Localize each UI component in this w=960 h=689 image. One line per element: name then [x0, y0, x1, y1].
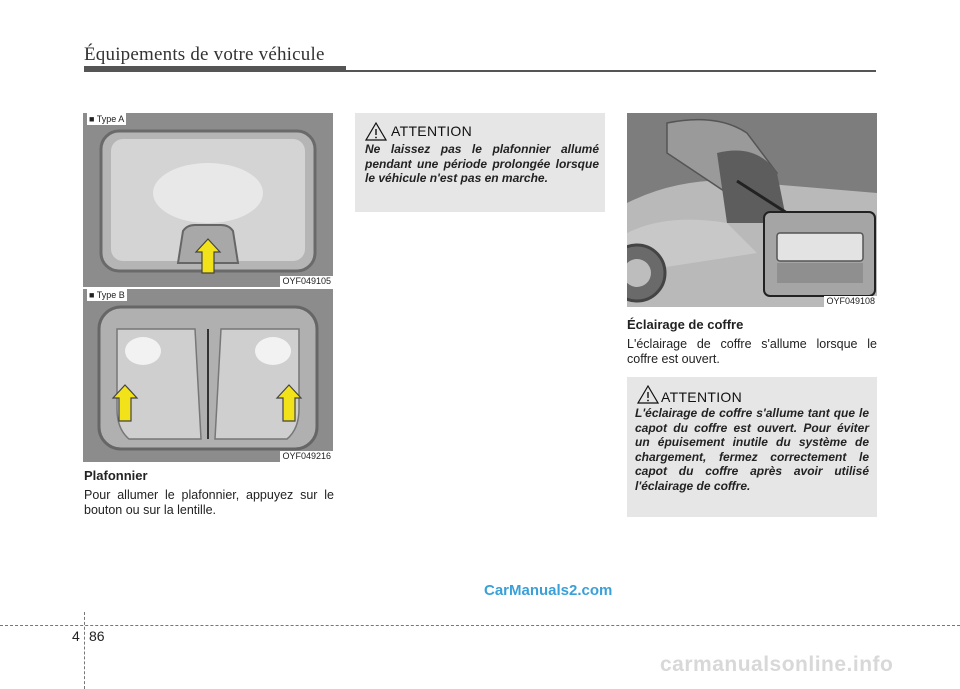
warning-triangle-icon — [637, 384, 659, 404]
attention-text: L'éclairage de coffre s'allume tant que le capot du coffre est ouvert. Pour éviter un épuisement inutile du système de chargement, fermez correctement le capot du coffre après avoir utilisé l'éclairage de coffre. — [635, 406, 869, 493]
footer-section-number: 4 — [72, 628, 80, 644]
warning-triangle-icon — [365, 121, 387, 141]
attention-text: Ne laissez pas le plafonnier allumé pendant une période prolongée lorsque le véhicule n'est pas en marche. — [365, 142, 599, 185]
coffre-text: L'éclairage de coffre s'allume lorsque le coffre est ouvert. — [627, 337, 877, 366]
header-rule-thin — [84, 70, 876, 72]
attention-heading: ATTENTION — [661, 389, 742, 405]
dome-light-type-b-illustration — [83, 289, 333, 462]
attention-box-coffre — [627, 377, 877, 517]
footer-page-number: 86 — [89, 628, 105, 644]
watermark-link[interactable]: CarManuals2.com — [484, 582, 613, 599]
page-header-title: Équipements de votre véhicule — [84, 44, 325, 65]
figure-type-b-label: ■ Type B — [89, 290, 125, 300]
trunk-light-illustration — [627, 113, 877, 307]
plafonnier-title: Plafonnier — [84, 468, 148, 483]
figure-type-b-code: OYF049216 — [282, 451, 331, 461]
coffre-title: Éclairage de coffre — [627, 317, 744, 332]
plafonnier-text: Pour allumer le plafonnier, appuyez sur le bouton ou sur la lentille. — [84, 488, 334, 517]
figure-trunk — [627, 113, 877, 307]
figure-type-a — [83, 113, 333, 287]
footer-divider — [0, 625, 960, 626]
figure-type-a-code: OYF049105 — [282, 276, 331, 286]
figure-type-b — [83, 289, 333, 462]
footer-site-watermark: carmanualsonline.info — [660, 653, 894, 676]
figure-trunk-code: OYF049108 — [826, 296, 875, 306]
figure-type-a-label: ■ Type A — [89, 114, 125, 124]
footer-vertical-divider — [84, 612, 85, 689]
attention-heading: ATTENTION — [391, 123, 472, 139]
attention-box-plafonnier — [355, 113, 605, 212]
dome-light-type-a-illustration — [83, 113, 333, 287]
